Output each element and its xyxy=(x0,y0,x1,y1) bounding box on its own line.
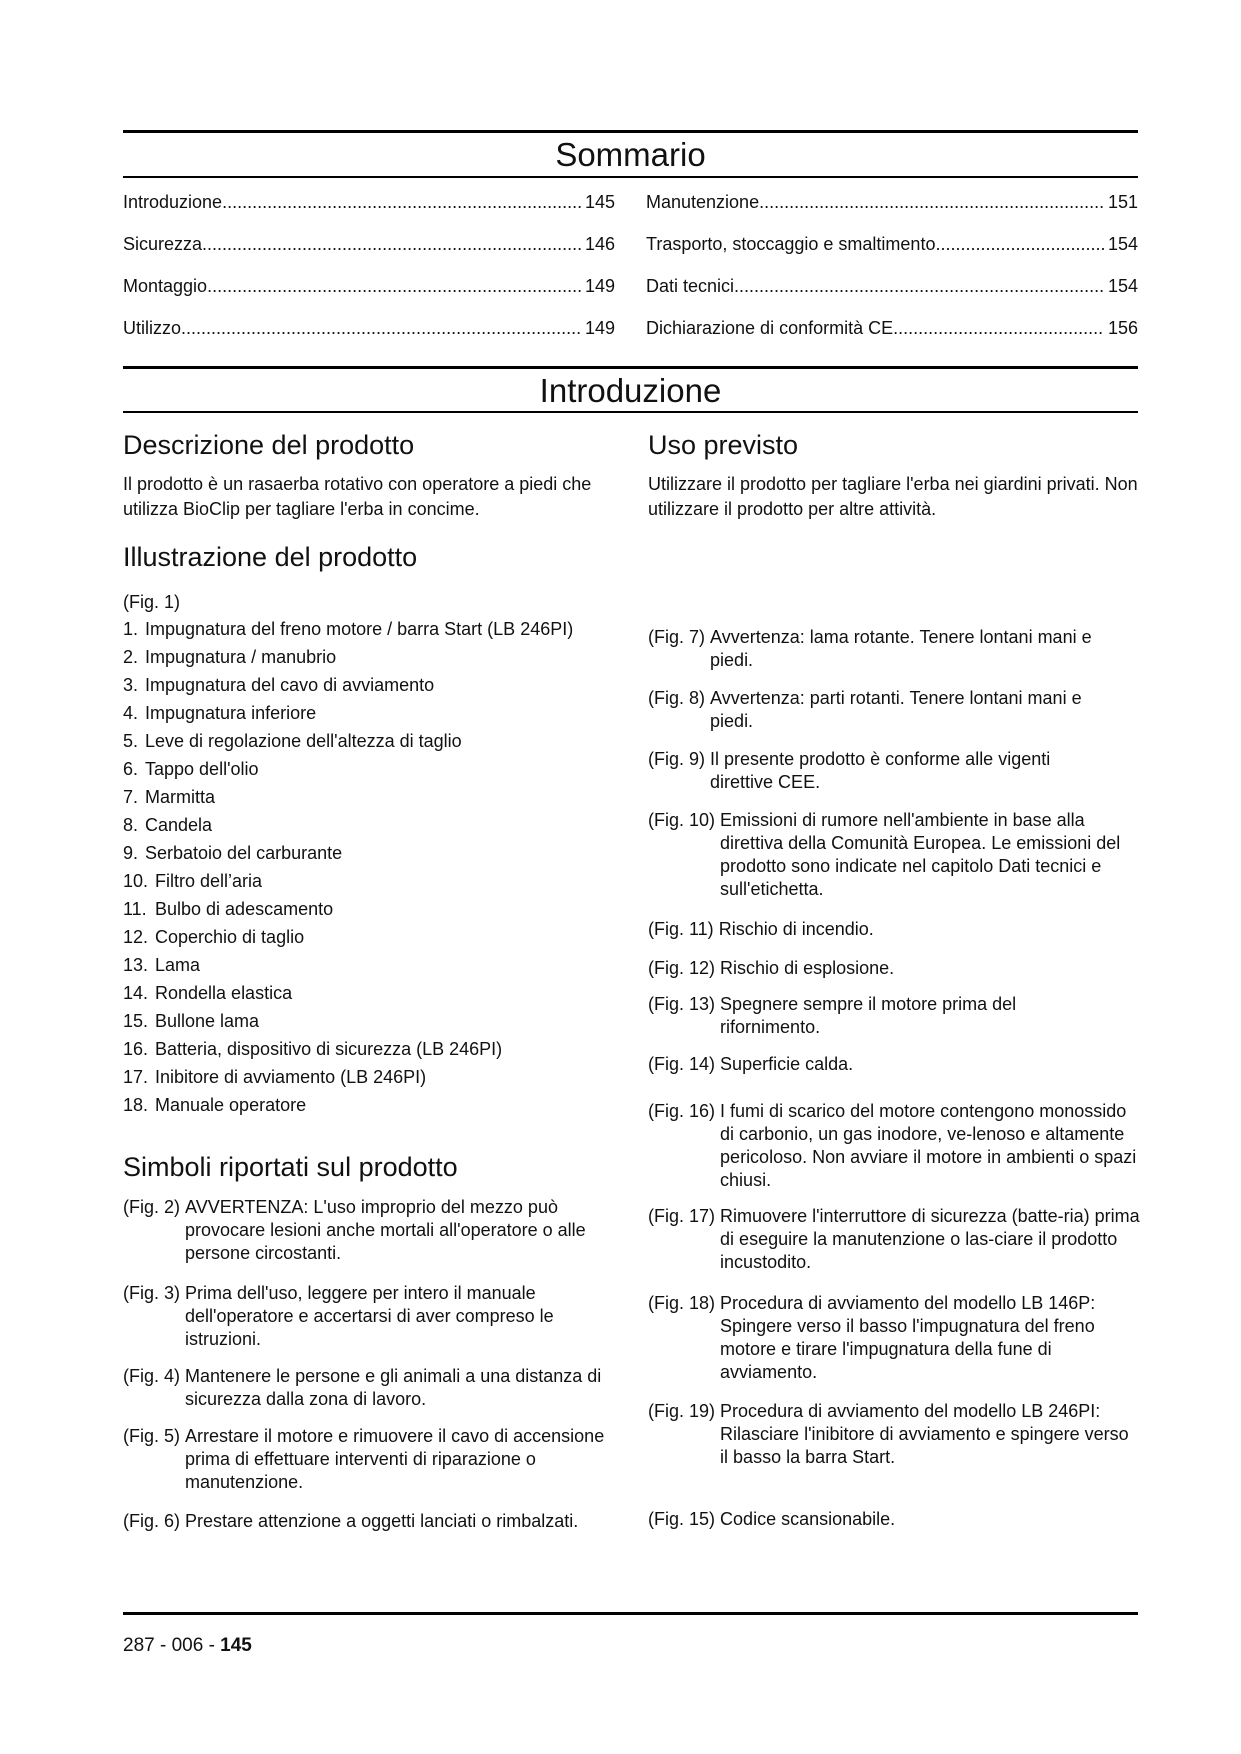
uso-previsto-text: Utilizzare il prodotto per tagliare l'erba nei giardini privati. Non utilizzare il prodotto per altre attività. xyxy=(648,474,1138,519)
toc-bottom-rule xyxy=(123,176,1138,178)
list-item: 2. Impugnatura / manubrio xyxy=(123,647,337,667)
list-item: 6. Tappo dell'olio xyxy=(123,759,259,779)
descrizione-heading: Descrizione del prodotto xyxy=(123,430,415,460)
toc-entry-manutenzione[interactable]: Manutenzione ..... 151 xyxy=(646,192,1138,213)
list-item: 10. Filtro dell’aria xyxy=(123,871,263,891)
list-item: (Fig. 14) Superficie calda. xyxy=(648,1054,854,1074)
list-item: 11. Bulbo di adescamento xyxy=(123,899,334,919)
list-item: (Fig. 8) Avvertenza: parti rotanti. Tenere lontani mani e piedi. xyxy=(648,688,1082,731)
list-item: (Fig. 17) Rimuovere l'interruttore di sicurezza (batte-ria) prima di eseguire la manutenzione o las-ciare il prodotto incustodito. xyxy=(648,1206,1140,1272)
toc-entry-introduzione[interactable]: Introduzione ..... 145 xyxy=(123,192,615,213)
list-item: 3. Impugnatura del cavo di avviamento xyxy=(123,675,435,695)
list-item: (Fig. 9) Il presente prodotto è conforme alle vigenti direttive CEE. xyxy=(648,749,1051,792)
list-item: 16. Batteria, dispositivo di sicurezza (LB 246PI) xyxy=(123,1039,503,1059)
list-item: 9. Serbatoio del carburante xyxy=(123,843,343,863)
toc-entry-utilizzo[interactable]: Utilizzo ..... 149 xyxy=(123,318,615,339)
list-item: (Fig. 4) Mantenere le persone e gli animali a una distanza di sicurezza dalla zona di lavoro. xyxy=(123,1366,602,1409)
list-item: 12. Coperchio di taglio xyxy=(123,927,305,947)
list-item: (Fig. 18) Procedura di avviamento del modello LB 146P: Spingere verso il basso l'impugnatura del freno motore e tirare l'impugnatura della fune di avviamento. xyxy=(648,1293,1096,1382)
toc-row xyxy=(123,192,1138,234)
list-item: 5. Leve di regolazione dell'altezza di taglio xyxy=(123,731,462,751)
list-item: 7. Marmitta xyxy=(123,787,216,807)
list-item: 8. Candela xyxy=(123,815,213,835)
descrizione-text: Il prodotto è un rasaerba rotativo con operatore a piedi che utilizza BioClip per tagliare l'erba in concime. xyxy=(123,474,592,519)
list-item: (Fig. 13) Spegnere sempre il motore prima del rifornimento. xyxy=(648,994,1017,1037)
list-item: (Fig. 7) Avvertenza: lama rotante. Tenere lontani mani e piedi. xyxy=(648,627,1092,670)
list-item: (Fig. 11) Rischio di incendio. xyxy=(648,919,874,939)
list-item: 18. Manuale operatore xyxy=(123,1095,307,1115)
footer-rule xyxy=(123,1612,1138,1615)
doc-code: 287 - 006 - xyxy=(123,1635,221,1656)
list-item: 1. Impugnatura del freno motore / barra Start (LB 246PI) xyxy=(123,619,574,639)
toc-entry-sicurezza[interactable]: Sicurezza ..... 146 xyxy=(123,234,615,255)
list-item: (Fig. 3) Prima dell'uso, leggere per intero il manuale dell'operatore e accertarsi di aver compreso le istruzioni. xyxy=(123,1283,554,1349)
toc-entry-trasporto[interactable]: Trasporto, stoccaggio e smaltimento ..... 154 xyxy=(646,234,1138,255)
list-item: (Fig. 15) Codice scansionabile. xyxy=(648,1509,896,1529)
fig1-ref: (Fig. 1) xyxy=(123,592,181,612)
toc-top-rule xyxy=(123,130,1138,133)
list-item: 13. Lama xyxy=(123,955,201,975)
list-item: 4. Impugnatura inferiore xyxy=(123,703,317,723)
list-item: (Fig. 10) Emissioni di rumore nell'ambiente in base alla direttiva della Comunità Europea. Le emissioni del prodotto sono indicate nel capitolo Dati tecnici e sull'etichetta. xyxy=(648,810,1121,899)
illustrazione-heading: Illustrazione del prodotto xyxy=(123,542,418,572)
toc-row xyxy=(123,234,1138,276)
product-parts-list xyxy=(123,618,603,1122)
list-item: (Fig. 6) Prestare attenzione a oggetti lanciati o rimbalzati. xyxy=(123,1511,579,1531)
list-item: (Fig. 19) Procedura di avviamento del modello LB 246PI: Rilasciare l'inibitore di avviamento e spingere verso il basso la barra Start. xyxy=(648,1401,1129,1467)
page-footer xyxy=(123,1635,252,1657)
intro-title: Introduzione xyxy=(539,372,722,409)
list-item: (Fig. 5) Arrestare il motore e rimuovere il cavo di accensione prima di effettuare interventi di riparazione o manutenzione. xyxy=(123,1426,605,1492)
toc-entry-montaggio[interactable]: Montaggio ..... 149 xyxy=(123,276,615,297)
toc-row xyxy=(123,318,1138,360)
uso-previsto-heading: Uso previsto xyxy=(648,430,799,460)
page-number: 145 xyxy=(220,1635,252,1656)
simboli-heading: Simboli riportati sul prodotto xyxy=(123,1152,458,1182)
toc-row xyxy=(123,276,1138,318)
list-item: (Fig. 2) AVVERTENZA: L'uso improprio del mezzo può provocare lesioni anche mortali all'operatore o alle persone circostanti. xyxy=(123,1197,586,1263)
table-of-contents xyxy=(123,192,1138,360)
list-item: (Fig. 12) Rischio di esplosione. xyxy=(648,958,895,978)
list-item: 14. Rondella elastica xyxy=(123,983,293,1003)
toc-entry-dichiarazione[interactable]: Dichiarazione di conformità CE ..... 156 xyxy=(646,318,1138,339)
intro-top-rule xyxy=(123,366,1138,369)
toc-entry-dati-tecnici[interactable]: Dati tecnici ..... 154 xyxy=(646,276,1138,297)
list-item: 15. Bullone lama xyxy=(123,1011,260,1031)
list-item: 17. Inibitore di avviamento (LB 246PI) xyxy=(123,1067,427,1087)
intro-bottom-rule xyxy=(123,411,1138,413)
toc-title: Sommario xyxy=(555,136,706,173)
list-item: (Fig. 16) I fumi di scarico del motore contengono monossido di carbonio, un gas inodore, ve-lenoso e altamente pericoloso. Non avviare il motore in ambienti o spazi chiusi. xyxy=(648,1101,1137,1190)
